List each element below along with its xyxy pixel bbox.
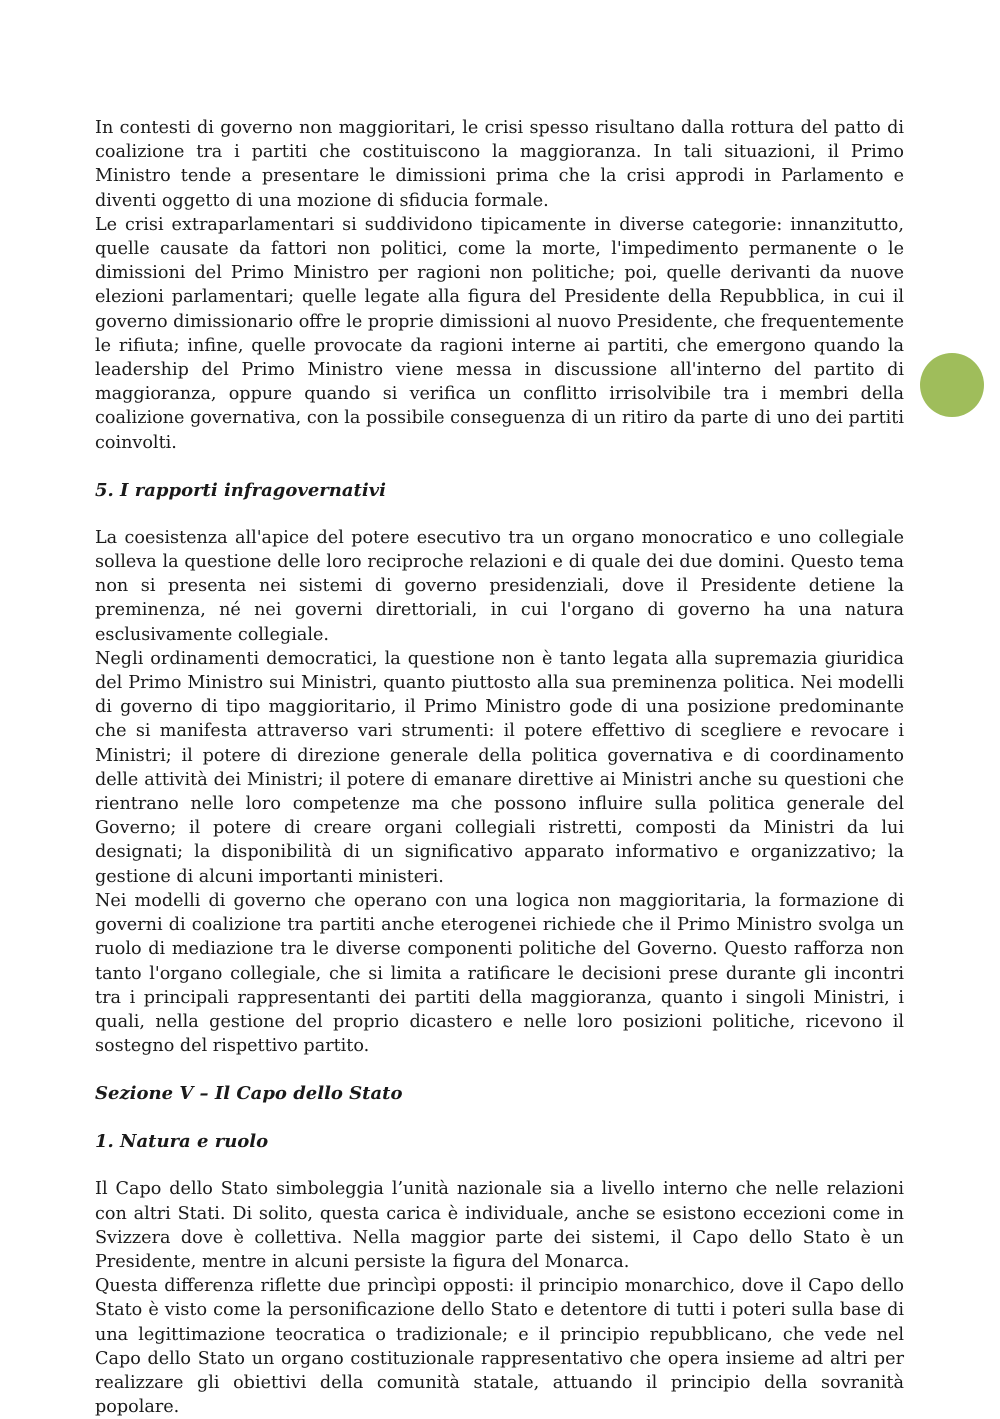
paragraph: La coesistenza all'apice del potere esecutivo tra un organo monocratico e uno collegiale solleva la questione delle loro reciproche relazioni e di quale dei due domini. Questo tema non si presenta nei sistemi di governo presidenziali, dove il Presidente detiene la preminenza, né nei governi direttoriali, in cui l'organo di governo ha una natura esclusivamente collegiale. (95, 527, 904, 645)
paragraph: Le crisi extraparlamentari si suddividono tipicamente in diverse categorie: innanzitutto, quelle causate da fattori non politici, come la morte, l'impedimento permanente o le dimissioni del Primo Ministro per ragioni non politiche; poi, quelle derivanti da nuove elezioni parlamentari; quelle legate alla figura del Presidente della Repubblica, in cui il governo dimissionario offre le proprie dimissioni al nuovo Presidente, che frequentemente le rifiuta; infine, quelle provocate da ragioni interne ai partiti, che emergono quando la leadership del Primo Ministro viene messa in discussione all'interno del partito di maggioranza, oppure quando si verifica un conflitto irrisolvibile tra i membri della coalizione governativa, con la possibile conseguenza di un ritiro da parte di uno dei partiti coinvolti. (95, 214, 904, 453)
paragraph: Il Capo dello Stato simboleggia l’unità nazionale sia a livello interno che nelle relazioni con altri Stati. Di solito, questa carica è individuale, anche se esistono eccezioni come in Svizzera dove è collettiva. Nella maggior parte dei sistemi, il Capo dello Stato è un Presidente, mentre in alcuni persiste la figura del Monarca. (95, 1179, 904, 1272)
subsection-heading: 1. Natura e ruolo (95, 1131, 269, 1153)
paragraph: In contesti di governo non maggioritari, le crisi spesso risultano dalla rottura del patto di coalizione tra i partiti che costituiscono la maggioranza. In tali situazioni, il Primo Ministro tende a presentare le dimissioni prima che la crisi approdi in Parlamento e diventi oggetto di una mozione di sfiducia formale. (95, 118, 904, 211)
paragraph: Questa differenza riflette due princìpi opposti: il principio monarchico, dove il Capo dello Stato è visto come la personificazione dello Stato e detentore di tutti i poteri sulla base di una legittimazione teocratica o tradizionale; e il principio repubblicano, che vede nel Capo dello Stato un organo costituzionale rappresentativo che opera insieme ad altri per realizzare gli obiettivi della comunità statale, attuando il principio della sovranità popolare. (95, 1276, 904, 1418)
page-marker-circle (920, 353, 984, 417)
subsection-heading: 5. I rapporti infragovernativi (95, 479, 386, 501)
page-body (95, 116, 904, 1419)
paragraph: Nei modelli di governo che operano con una logica non maggioritaria, la formazione di governi di coalizione tra partiti anche eterogenei richiede che il Primo Ministro svolga un ruolo di mediazione tra le diverse componenti politiche del Governo. Questo rafforza non tanto l'organo collegiale, che si limita a ratificare le decisioni prese durante gli incontri tra i principali rappresentanti dei partiti della maggioranza, quanto i singoli Ministri, i quali, nella gestione del proprio dicastero e nelle loro posizioni politiche, ricevono il sostegno del rispettivo partito. (95, 890, 904, 1057)
section-heading: Sezione V – Il Capo dello Stato (95, 1083, 403, 1105)
paragraph: Negli ordinamenti democratici, la questione non è tanto legata alla supremazia giuridica del Primo Ministro sui Ministri, quanto piuttosto alla sua preminenza politica. Nei modelli di governo di tipo maggioritario, il Primo Ministro gode di una posizione predominante che si manifesta attraverso vari strumenti: il potere effettivo di scegliere e revocare i Ministri; il potere di direzione generale della politica governativa e di coordinamento delle attività dei Ministri; il potere di emanare direttive ai Ministri anche su questioni che rientrano nelle loro competenze ma che possono influire sulla politica generale del Governo; il potere di creare organi collegiali ristretti, composti da Ministri da lui designati; la disponibilità di un significativo apparato informativo e organizzativo; la gestione di alcuni importanti ministeri. (95, 648, 904, 887)
